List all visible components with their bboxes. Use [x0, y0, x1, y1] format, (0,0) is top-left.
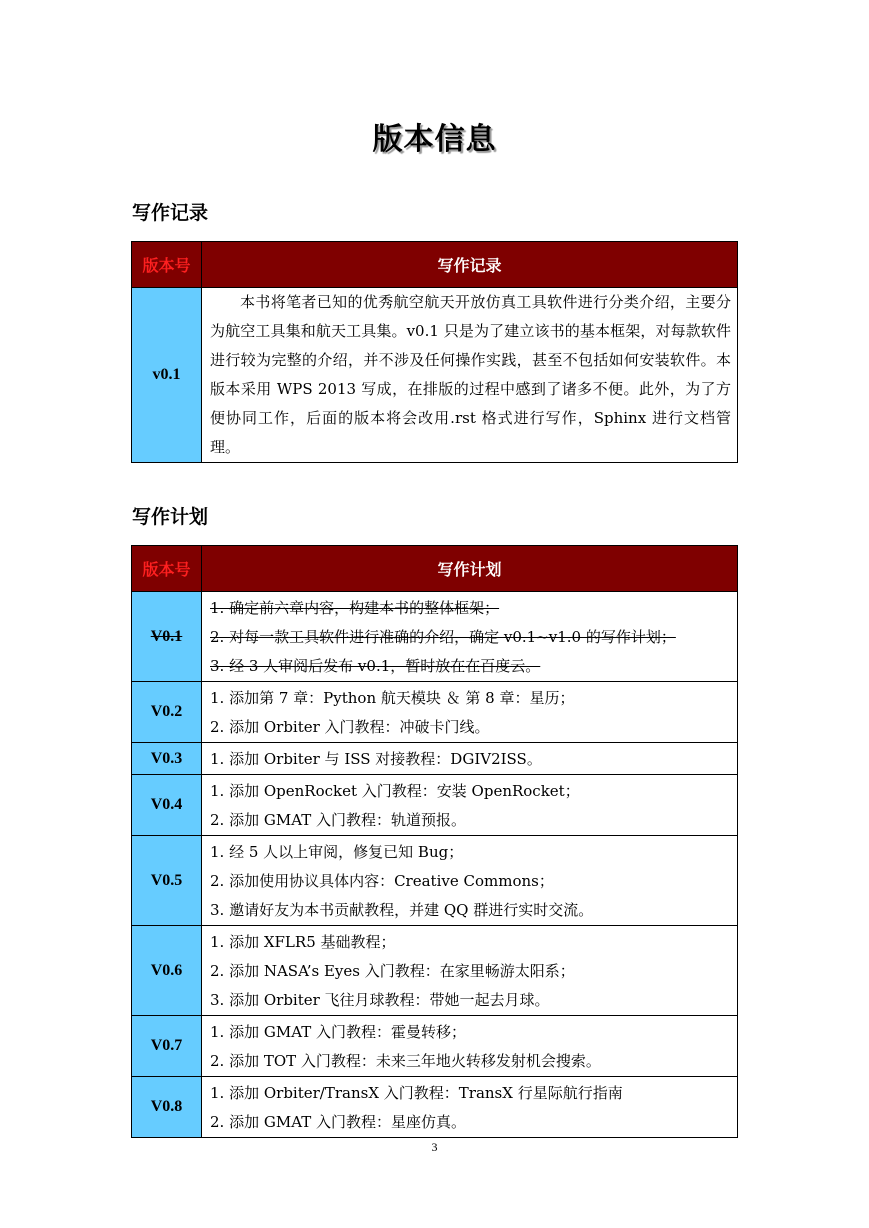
- plan-item: 1. 添加 Orbiter 与 ISS 对接教程：DGIV2ISS。: [210, 750, 542, 768]
- plan-item: 2. 添加 NASA’s Eyes 入门教程：在家里畅游太阳系；: [210, 962, 575, 980]
- plan-item: 1. 确定前六章内容，构建本书的整体框架；: [210, 599, 500, 617]
- plans-table: [131, 545, 738, 1138]
- plan-item: 1. 经 5 人以上审阅，修复已知 Bug；: [210, 843, 464, 861]
- plan-item: 1. 添加 GMAT 入门教程：霍曼转移；: [210, 1023, 466, 1041]
- plan-item: 2. 添加 Orbiter 入门教程：冲破卡门线。: [210, 718, 490, 736]
- plan-item: 1. 添加 Orbiter/TransX 入门教程：TransX 行星际航行指南: [210, 1084, 623, 1102]
- plan-items: [202, 1016, 738, 1077]
- page-number: 3: [431, 1140, 438, 1154]
- plan-items: [202, 836, 738, 926]
- plan-item: 2. 添加 TOT 入门教程：未来三年地火转移发射机会搜索。: [210, 1052, 601, 1070]
- plan-item: 1. 添加 OpenRocket 入门教程：安装 OpenRocket；: [210, 782, 580, 800]
- record-version: v0.1: [132, 288, 202, 463]
- plan-row: [132, 775, 738, 836]
- records-version-header: 版本号: [132, 242, 202, 288]
- section-heading-records: 写作记录: [132, 202, 209, 224]
- plan-row: [132, 592, 738, 682]
- plan-items: [202, 775, 738, 836]
- plan-version: V0.1: [132, 592, 202, 682]
- record-text: 本书将笔者已知的优秀航空航天开放仿真工具软件进行分类介绍，主要分为航空工具集和航天工具集。v0.1 只是为了建立该书的基本框架，对每款软件进行较为完整的介绍，并不涉及任何操作实践，甚至不包括如何安装软件。本版本采用 WPS 2013 写成，在排版的过程中感到了诸多不便。此外，为了方便协同工作，后面的版本将会改用.rst 格式进行写作，Sphinx 进行文档管理。: [202, 288, 738, 463]
- plan-version: V0.2: [132, 682, 202, 743]
- plan-items: [202, 743, 738, 775]
- page-title: 版本信息: [372, 122, 497, 157]
- plans-version-header: 版本号: [132, 546, 202, 592]
- records-table: [131, 241, 738, 463]
- plan-item: 1. 添加 XFLR5 基础教程；: [210, 933, 396, 951]
- plan-row: [132, 836, 738, 926]
- plan-items: [202, 926, 738, 1016]
- plan-version: V0.3: [132, 743, 202, 775]
- plan-version: V0.8: [132, 1077, 202, 1138]
- plan-version: V0.5: [132, 836, 202, 926]
- plan-row: [132, 926, 738, 1016]
- plan-item: 2. 添加使用协议具体内容：Creative Commons；: [210, 872, 554, 890]
- plan-item: 3. 添加 Orbiter 飞往月球教程：带她一起去月球。: [210, 991, 550, 1009]
- plan-item: 3. 邀请好友为本书贡献教程，并建 QQ 群进行实时交流。: [210, 901, 594, 919]
- plan-item: 1. 添加第 7 章：Python 航天模块 ＆ 第 8 章：星历；: [210, 689, 575, 707]
- plan-row: [132, 1016, 738, 1077]
- section-heading-plans: 写作计划: [132, 506, 209, 528]
- plan-row: [132, 1077, 738, 1138]
- plan-item: 2. 添加 GMAT 入门教程：轨道预报。: [210, 811, 466, 829]
- records-header-row: [132, 242, 738, 288]
- records-content-header: 写作记录: [202, 242, 738, 288]
- records-row: [132, 288, 738, 463]
- plan-version: V0.4: [132, 775, 202, 836]
- plan-version: V0.6: [132, 926, 202, 1016]
- plans-header-row: [132, 546, 738, 592]
- plan-item: 2. 添加 GMAT 入门教程：星座仿真。: [210, 1113, 466, 1131]
- plan-row: [132, 682, 738, 743]
- plan-item: 2. 对每一款工具软件进行准确的介绍，确定 v0.1~v1.0 的写作计划；: [210, 628, 676, 646]
- plan-items: [202, 1077, 738, 1138]
- plan-item: 3. 经 3 人审阅后发布 v0.1，暂时放在在百度云。: [210, 657, 541, 675]
- plan-row: [132, 743, 738, 775]
- plan-items: [202, 682, 738, 743]
- plan-version: V0.7: [132, 1016, 202, 1077]
- plans-body: [132, 592, 738, 1138]
- plan-items: [202, 592, 738, 682]
- plans-content-header: 写作计划: [202, 546, 738, 592]
